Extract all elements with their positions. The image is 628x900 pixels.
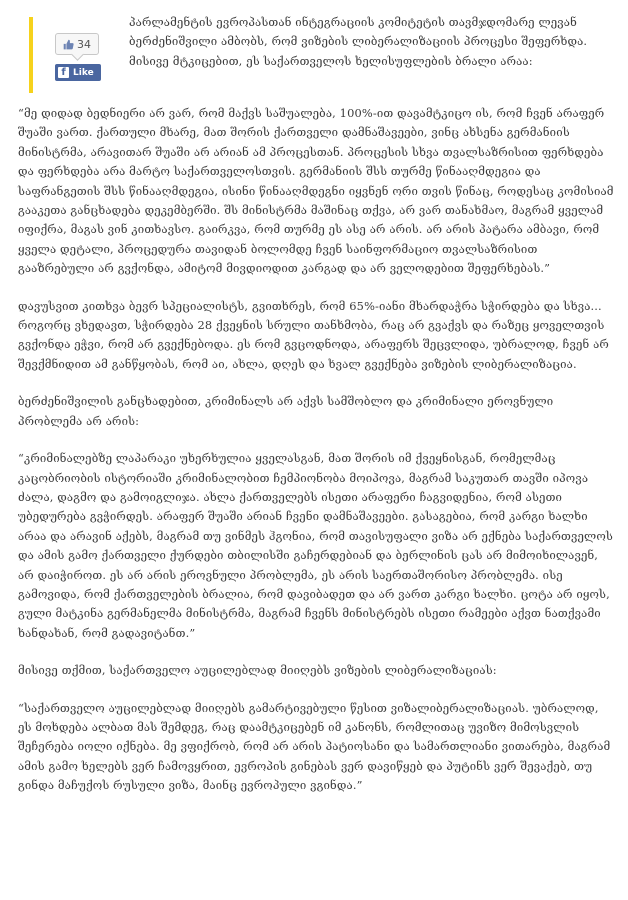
facebook-icon: f	[58, 67, 69, 78]
thumbs-up-icon	[63, 39, 74, 50]
article-lead: პარლამენტის ევროპასთან ინტეგრაციის კომიტეტის თავმჯდომარე ლევან ბერძენიშვილი ამბობს, რომ ვიზების ლიბერალიზაციის პროცესი შეფერხდა. მისივე მტკიცებით, ეს საქართველოს ხელისუფლების ბრალი არაა:	[129, 15, 588, 68]
social-widget	[55, 33, 103, 81]
quote-paragraph: “კრიმინალებზე ლაპარაკი უხერხულია ყველასგან, მათ შორის იმ ქვეყნისგან, რომელმაც კაცობრიობის ისტორიაში კრიმინალობით ჩემპიონობა მოიპოვა, მაგრამ საკუთარ თავში იპოვა ძალა, დაგმო და გამოიგლიჯა. ახლა ქართველებს ისეთი არაფერი ჩაგვიდენია, რომ ასეთი უბედურება გვჭირდეს. არაფერ შუაში არიან ჩვენი დამნაშავეები. გასაგებია, რომ კარგი ხალხი არაა და არავინ აქებს, მაგრამ თუ ვინმეს ჰგონია, რომ თავისუფალი ვიზა არ ექნება საქართველოს და ამის გამო ქართველი ქურდები თბილისში გაჩერდებიან და ბერლინის ცას არ მიმოიხილავენ, არ დაიჭიროთ. ეს არ არის ეროვნული პრობლემა, ეს არის საერთაშორისო პრობლემა. ისე გამოვიდა, რომ ქართველების ბრალია, რომ დავიბადეთ და არ ვართ კარგი ხალხი. ცოტა არ იყოს, გული მატკინა გერმანელმა მინისტრმა, მაგრამ ჩვენს მინისტრებს ისეთი რამეები აქვთ ნათქვამი ხანდახან, რომ გადავიტანთ.”	[18, 451, 613, 640]
quote-paragraph: “საქართველო აუცილებლად მიიღებს გამარტივებული წესით ვიზალიბერალიზაციას. უბრალოდ, ეს მოხდება ალბათ მას შემდეგ, რაც დაამტკიცებენ იმ კანონს, რომლითაც უვიზო მიმოსვლის შეჩერება იოლი იქნება. მე ვფიქრობ, რომ არ არის პატიოსანი და სამართლიანი ვითარება, მაგრამ ამის გამო ხელებს ვერ ჩამოვყრით, ევროპის გინებას ვერ დავიწყებ და პუტინს ვერ შევაქებ, თუ გინდა მაჩუქოს რუსული ვიზა, მაინც ევროპული ვგინდა.”	[18, 700, 611, 793]
accent-bar	[29, 17, 33, 93]
quote-paragraph: “მე დიდად ბედნიერი არ ვარ, რომ მაქვს საშუალება, 100%-ით დავამტკიცო ის, რომ ჩვენ არაფერ შუაში ვართ. ქართული მხარე, მათ შორის ქართველი დამნაშავეები, ვინც ახსენა გერმანიის მინისტრმა, არავითარ შუაში არ არიან ამ პროცესთან. პროცესის სხვა თვალსაზრისით ფერხდება და ფერხდება არა მარტო საქართველოსთვის. გერმანიის შსს თურმე წინააღმდეგია და საფრანგეთის შსს წინააღმდეგია, ისინი წინააღმდეგნი იყვნენ ორი თვის წინაც, როდესაც კომისიამ გააკეთა განცხადება დეკემბერში. შს მინისტრმა მაშინაც თქვა, არ ვარ თანახმაო, მაგრამ ყველამ იფიქრა, მაგას ვინ კითხავსო. გაირკვა, რომ თურმე ეს ასე არ არის. არ არის პატარა ამბავი, რომ ყველა დეტალი, პროცედურა თავიდან ბოლომდე ჩვენ საინფორმაციო თვალსაზრისით გააზრებული არ გვქონდა, ამიტომ მივდიოდით კარგად და არ ველოდებით შეფერხებას.”	[18, 106, 614, 276]
facebook-like-button[interactable]	[55, 64, 101, 81]
like-button-label: Like	[73, 67, 94, 78]
like-count-badge	[55, 33, 99, 55]
article-body	[18, 104, 614, 814]
like-count: 34	[77, 37, 91, 51]
body-paragraph: ბერძენიშვილის განცხადებით, კრიმინალს არ აქვს სამშობლო და კრიმინალი ეროვნული პრობლემა არ არის:	[18, 394, 554, 428]
article-intro	[29, 13, 614, 89]
body-paragraph: მისივე თქმით, საქართველო აუცილებლად მიიღებს ვიზების ლიბერალიზაციას:	[18, 663, 497, 678]
body-paragraph: დავუსვით კითხვა ბევრ სპეციალისტს, გვითხრეს, რომ 65%-იანი მხარდაჭრა სჭირდება და სხვა... როგორც ვხედავთ, სჭირდება 28 ქვეყნის სრული თანხმობა, რაც არ გვაქვს და რაზეც ყოველთვის გვქონდა ეჭვი, რომ არ გვექნებოდა. ეს რომ გვცოდნოდა, არაფერს შეცვლიდა, უბრალოდ, ჩვენ არ შევქმნიდით ამ განწყობას, რომ აი, ახლა, დღეს და ხვალ გვექნება ვიზების ლიბერალიზაცია.	[18, 298, 609, 371]
